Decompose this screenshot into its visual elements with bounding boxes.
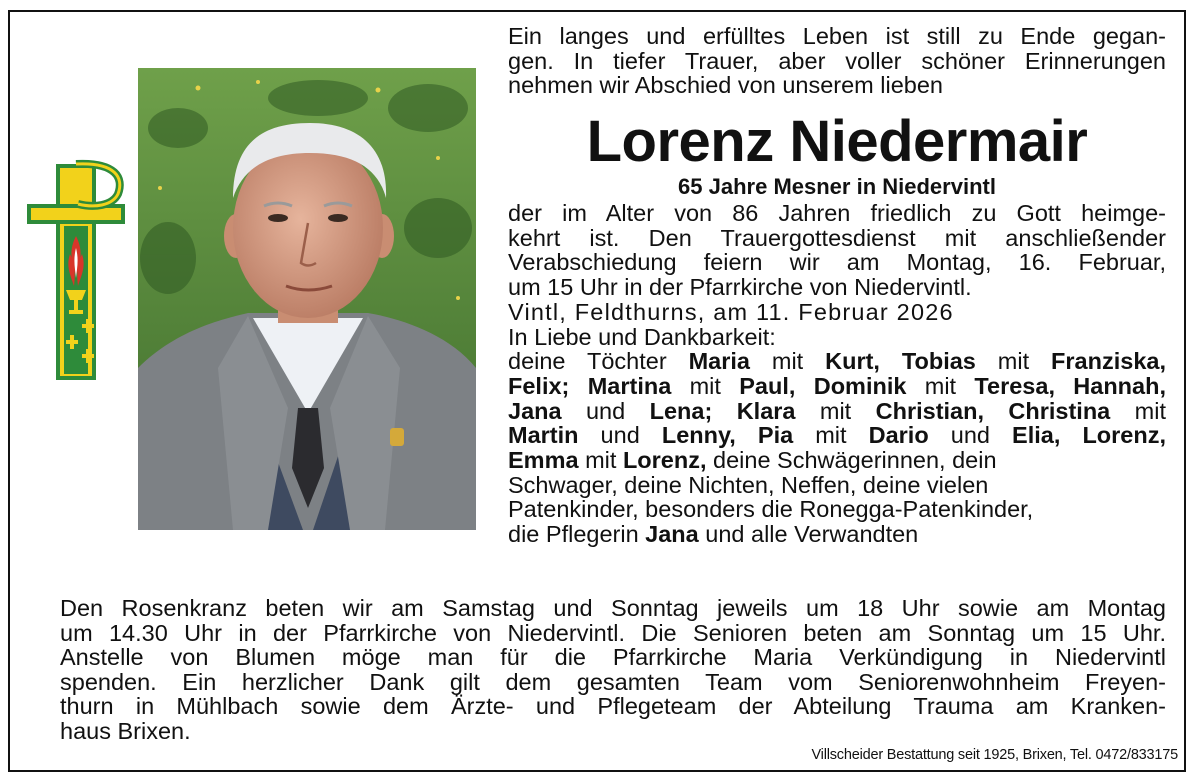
intro-text — [508, 24, 1166, 98]
closing-line: Den Rosenkranz beten wir am Samstag und Sonntag jeweils um 18 Uhr sowie am Montag — [60, 595, 1166, 621]
family-line: deine Töchter Maria mit Kurt, Tobias mit Franziska, — [508, 348, 1166, 375]
closing-text — [60, 596, 1166, 743]
place-date: Vintl, Feldthurns, am 11. Februar 2026 — [508, 298, 954, 325]
closing-line: spenden. Ein herzlicher Dank gilt dem gesamten Team vom Seniorenwohnheim Freyen- — [60, 668, 1166, 695]
portrait-photo — [138, 68, 476, 530]
closing-line: um 14.30 Uhr in der Pfarrkirche von Niedervintl. Die Senioren beten am Sonntag um 15 Uhr. — [60, 619, 1166, 646]
closing-line: thurn in Mühlbach sowie dem Ärzte- und Pflegeteam der Abteilung Trauma am Kranken- — [60, 693, 1166, 719]
family-line: Jana und Lena; Klara mit Christian, Christina mit — [508, 397, 1166, 424]
body-line: um 15 Uhr in der Pfarrkirche von Niedervintl. — [508, 274, 972, 301]
chi-rho-cross-emblem — [26, 156, 126, 382]
family-line: die Pflegerin Jana und alle Verwandten — [508, 521, 919, 548]
intro-line: nehmen wir Abschied von unserem lieben — [508, 72, 944, 99]
family-line: Martin und Lenny, Pia mit Dario und Elia, Lorenz, — [508, 422, 1166, 449]
body-line: der im Alter von 86 Jahren friedlich zu Gott heimge- — [508, 200, 1166, 226]
intro-line: gen. In tiefer Trauer, aber voller schöner Erinnerungen — [508, 47, 1166, 74]
family-line: Patenkinder, besonders die Ronegga-Patenkinder, — [508, 496, 1034, 523]
funeral-home-credit: Villscheider Bestattung seit 1925, Brixen, Tel. 0472/833175 — [811, 747, 1178, 763]
deceased-subtitle: 65 Jahre Mesner in Niedervintl — [678, 174, 996, 199]
intro-line: Ein langes und erfülltes Leben ist still zu Ende gegan- — [508, 23, 1166, 49]
greeting: In Liebe und Dankbarkeit: — [508, 323, 776, 350]
deceased-name: Lorenz Niedermair — [586, 109, 1088, 174]
family-line: Felix; Martina mit Paul, Dominik mit Teresa, Hannah, — [508, 372, 1166, 399]
family-line: Emma mit Lorenz, deine Schwägerinnen, dein — [508, 447, 997, 474]
closing-line: haus Brixen. — [60, 717, 191, 744]
body-line: kehrt ist. Den Trauergottesdienst mit anschließender — [508, 224, 1166, 251]
family-line: Schwager, deine Nichten, Neffen, deine vielen — [508, 471, 989, 498]
closing-line: Anstelle von Blumen möge man für die Pfarrkirche Maria Verkündigung in Niedervintl — [60, 644, 1166, 670]
body-text — [508, 201, 1166, 547]
body-line: Verabschiedung feiern wir am Montag, 16. Februar, — [508, 249, 1166, 276]
